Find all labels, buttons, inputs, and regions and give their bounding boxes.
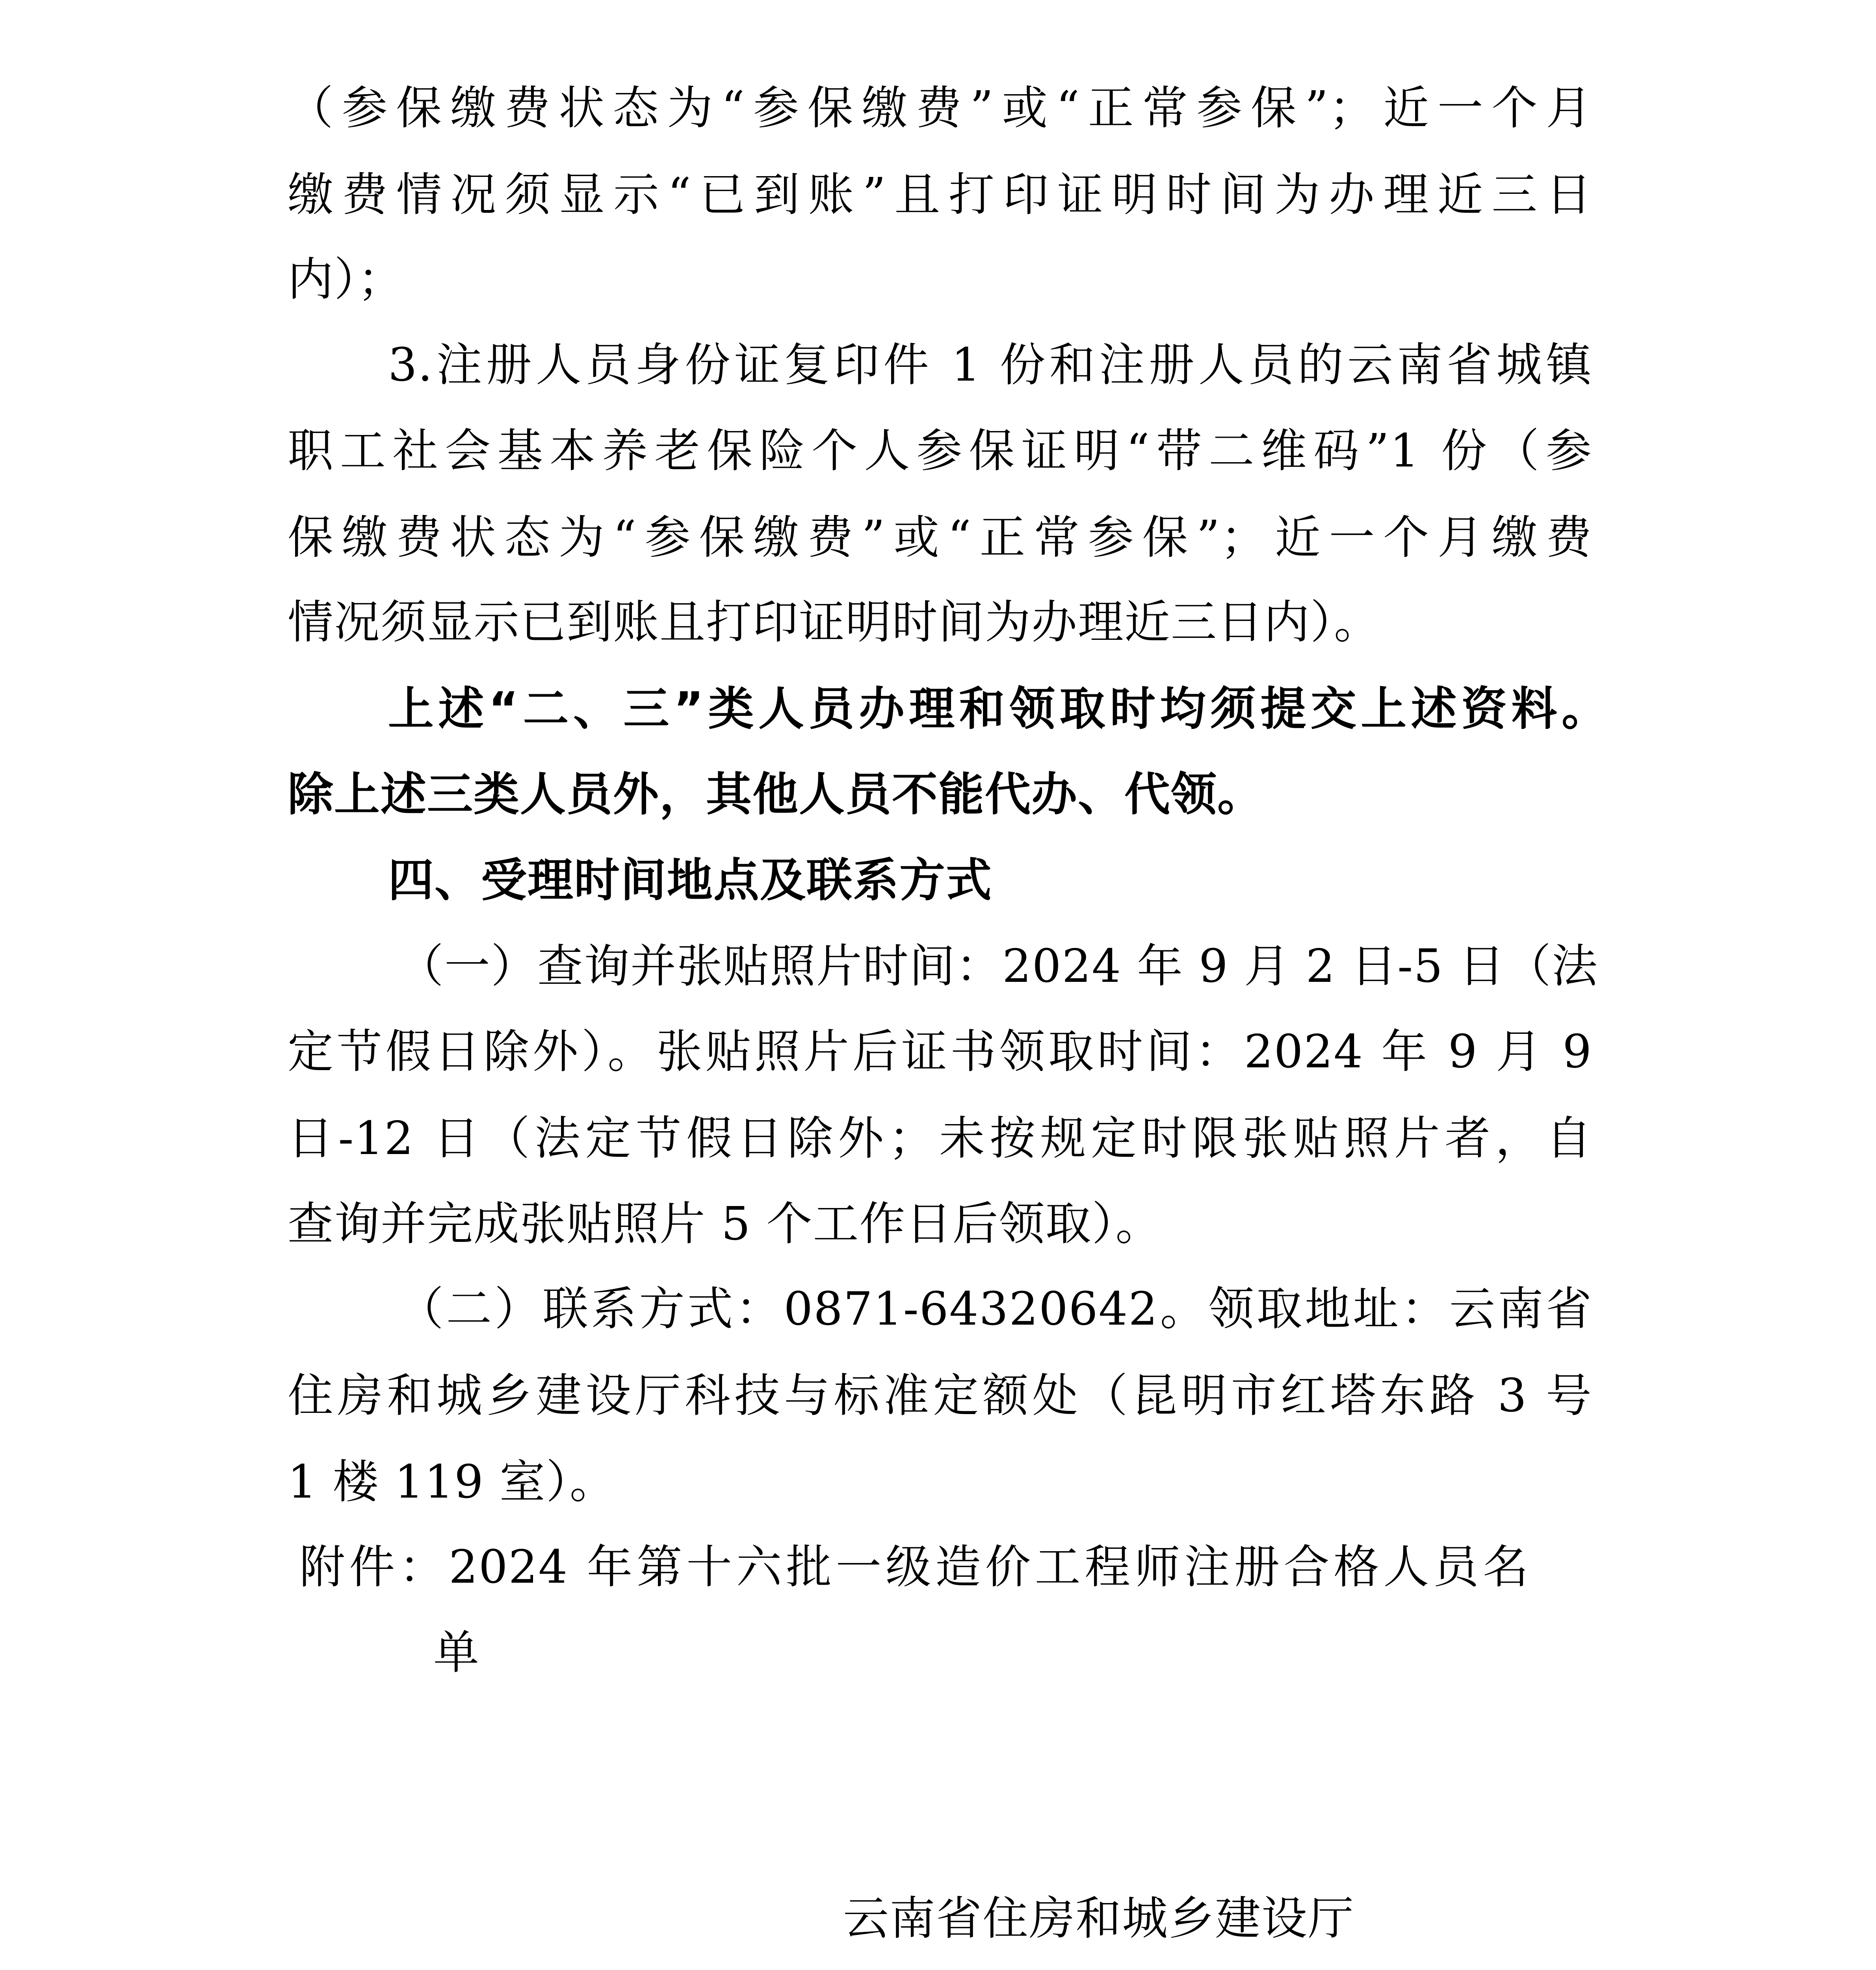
body-line: 缴费情况须显示“已到账”且打印证明时间为办理近三日 bbox=[288, 168, 1592, 221]
body-line: 3.注册人员身份证复印件 1 份和注册人员的云南省城镇 bbox=[388, 338, 1592, 392]
attachment-line: 附件：2024 年第十六批一级造价工程师注册合格人员名 bbox=[299, 1541, 1529, 1594]
body-line: 情况须显示已到账且打印证明时间为办理近三日内）。 bbox=[288, 596, 1380, 649]
body-line: 职工社会基本养老保险个人参保证明“带二维码”1 份（参 bbox=[288, 424, 1592, 478]
body-line: （参保缴费状态为“参保缴费”或“正常参保”；近一个月 bbox=[288, 82, 1592, 135]
bold-notice-line: 除上述三类人员外，其他人员不能代办、代领。 bbox=[288, 768, 1264, 821]
body-line: （一）查询并张贴照片时间：2024 年 9 月 2 日-5 日（法 bbox=[398, 940, 1599, 993]
body-line: 保缴费状态为“参保缴费”或“正常参保”；近一个月缴费 bbox=[288, 511, 1592, 564]
body-line: （二）联系方式：0871-64320642。领取地址：云南省 bbox=[398, 1282, 1592, 1336]
body-line: 定节假日除外）。张贴照片后证书领取时间：2024 年 9 月 9 bbox=[288, 1025, 1592, 1078]
body-line: 1 楼 119 室）。 bbox=[288, 1455, 616, 1509]
body-line: 内）； bbox=[288, 253, 404, 306]
attachment-line: 单 bbox=[433, 1626, 480, 1679]
body-line: 住房和城乡建设厅科技与标准定额处（昆明市红塔东路 3 号 bbox=[288, 1369, 1592, 1422]
body-line: 查询并完成张贴照片 5 个工作日后领取）。 bbox=[288, 1197, 1162, 1251]
bold-notice-line: 上述“二、三”类人员办理和领取时均须提交上述资料。 bbox=[388, 682, 1608, 736]
section-heading: 四、受理时间地点及联系方式 bbox=[388, 854, 992, 907]
body-line: 日-12 日（法定节假日除外；未按规定时限张贴照片者，自 bbox=[288, 1112, 1592, 1165]
signature-org: 云南省住房和城乡建设厅 bbox=[843, 1892, 1354, 1945]
